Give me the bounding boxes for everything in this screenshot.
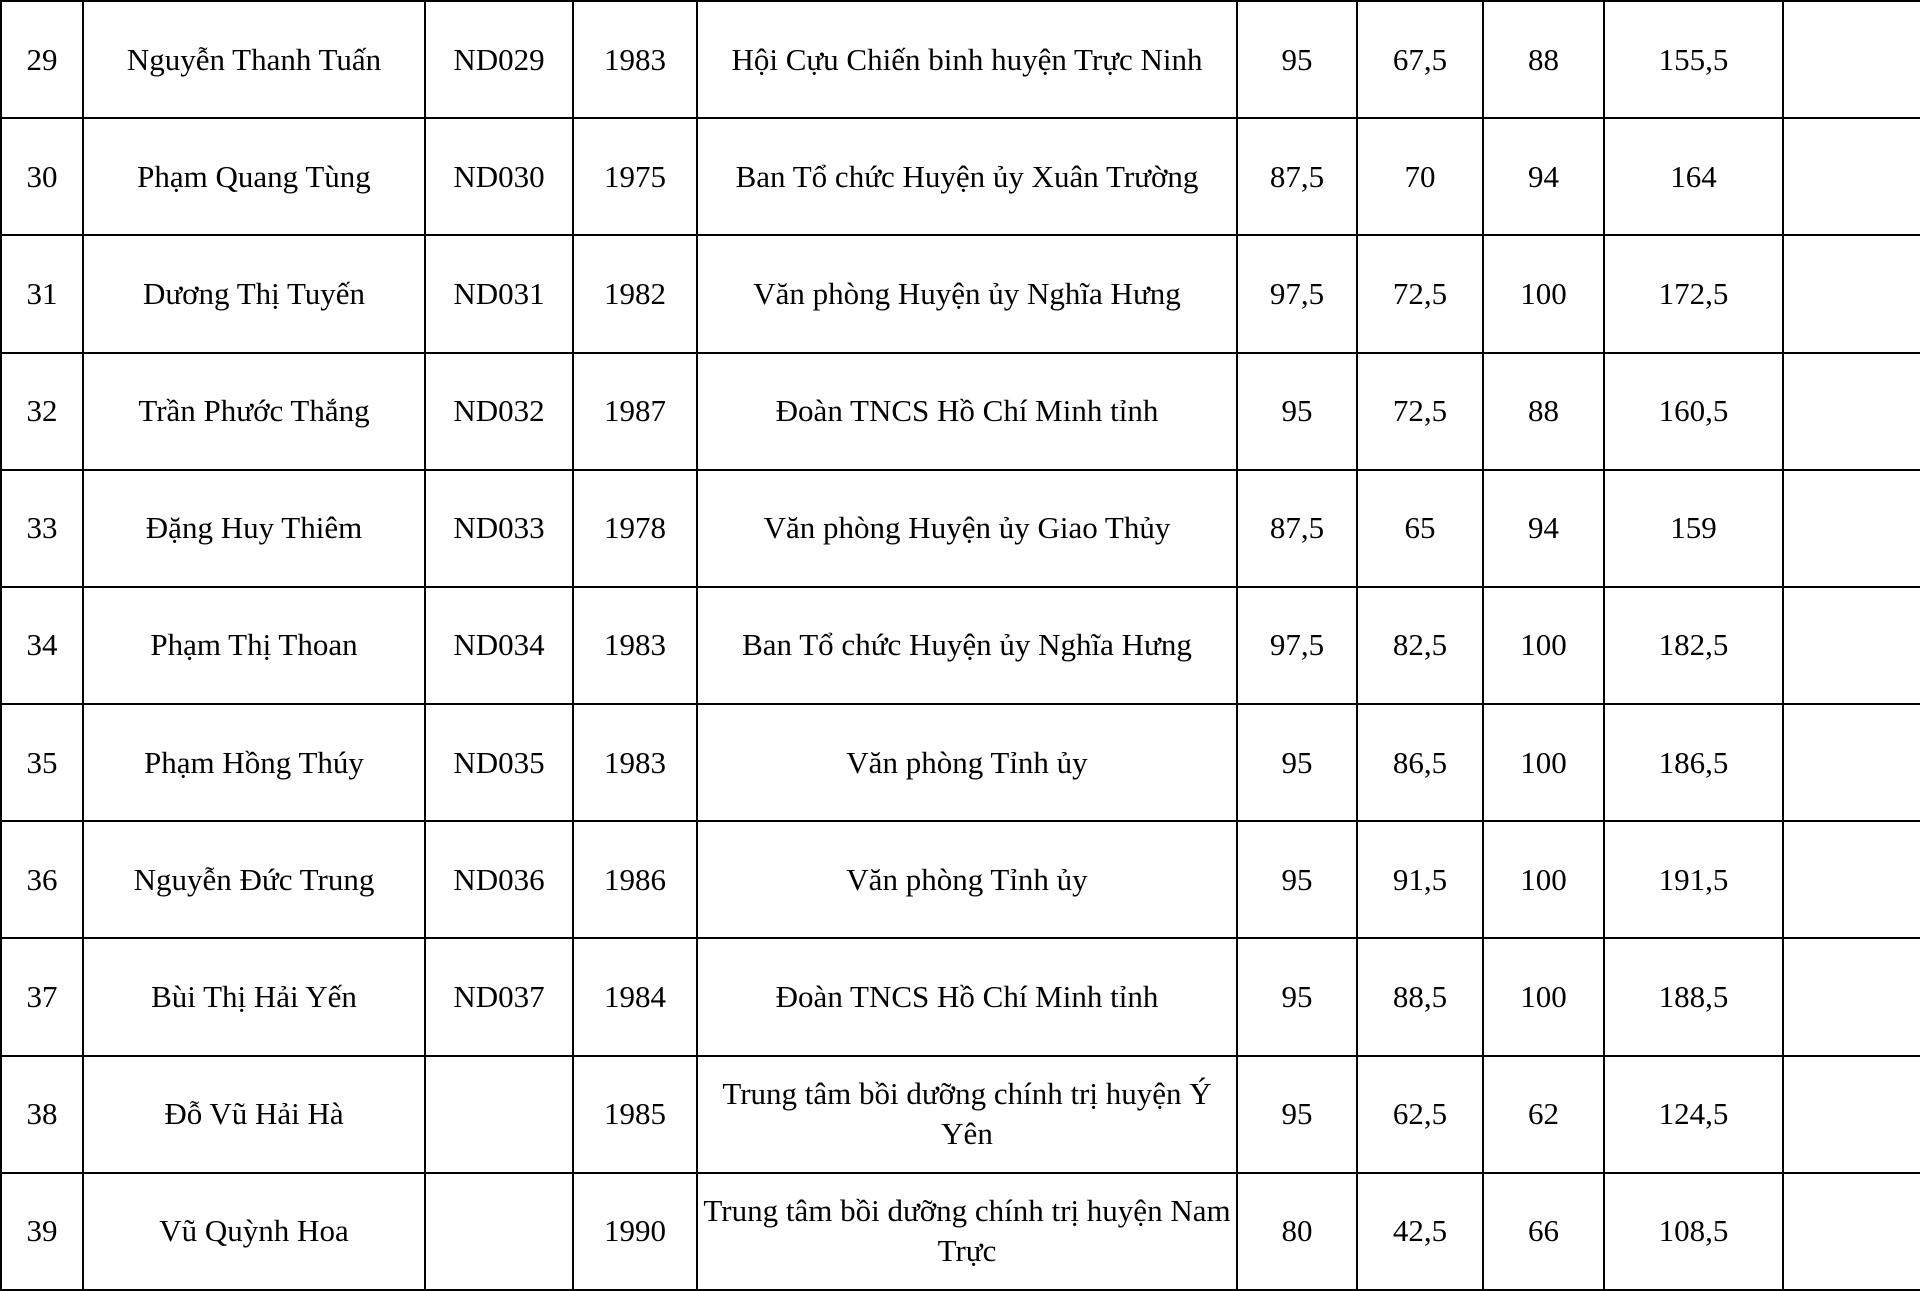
unit-cell: Hội Cựu Chiến binh huyện Trực Ninh	[697, 1, 1237, 118]
name-cell: Bùi Thị Hải Yến	[83, 938, 425, 1055]
name-cell: Trần Phước Thắng	[83, 353, 425, 470]
birth-year-cell: 1975	[573, 118, 697, 235]
score-3-cell: 88	[1483, 353, 1604, 470]
name-cell: Nguyễn Đức Trung	[83, 821, 425, 938]
table-row	[1, 470, 1920, 587]
table-row	[1, 587, 1920, 704]
total-score-cell: 160,5	[1604, 353, 1783, 470]
score-1-cell: 95	[1237, 821, 1357, 938]
birth-year-cell: 1986	[573, 821, 697, 938]
table-row	[1, 353, 1920, 470]
score-3-cell: 100	[1483, 821, 1604, 938]
score-3-cell: 94	[1483, 470, 1604, 587]
birth-year-cell: 1984	[573, 938, 697, 1055]
total-score-cell: 182,5	[1604, 587, 1783, 704]
birth-year-cell: 1978	[573, 470, 697, 587]
code-cell: ND034	[425, 587, 573, 704]
score-1-cell: 95	[1237, 1056, 1357, 1173]
stt-cell: 39	[1, 1173, 83, 1290]
birth-year-cell: 1987	[573, 353, 697, 470]
unit-cell: Văn phòng Tỉnh ủy	[697, 704, 1237, 821]
table-row	[1, 1056, 1920, 1173]
score-1-cell: 95	[1237, 1, 1357, 118]
note-cell	[1783, 1056, 1920, 1173]
unit-cell: Văn phòng Tỉnh ủy	[697, 821, 1237, 938]
stt-cell: 38	[1, 1056, 83, 1173]
total-score-cell: 191,5	[1604, 821, 1783, 938]
note-cell	[1783, 1173, 1920, 1290]
score-2-cell: 72,5	[1357, 353, 1483, 470]
stt-cell: 35	[1, 704, 83, 821]
code-cell: ND032	[425, 353, 573, 470]
note-cell	[1783, 353, 1920, 470]
note-cell	[1783, 118, 1920, 235]
score-3-cell: 100	[1483, 587, 1604, 704]
score-1-cell: 95	[1237, 353, 1357, 470]
table-row	[1, 1173, 1920, 1290]
score-2-cell: 82,5	[1357, 587, 1483, 704]
score-3-cell: 100	[1483, 235, 1604, 352]
stt-cell: 31	[1, 235, 83, 352]
score-3-cell: 62	[1483, 1056, 1604, 1173]
unit-cell: Ban Tổ chức Huyện ủy Nghĩa Hưng	[697, 587, 1237, 704]
note-cell	[1783, 1, 1920, 118]
score-1-cell: 87,5	[1237, 470, 1357, 587]
birth-year-cell: 1990	[573, 1173, 697, 1290]
total-score-cell: 124,5	[1604, 1056, 1783, 1173]
stt-cell: 32	[1, 353, 83, 470]
score-3-cell: 88	[1483, 1, 1604, 118]
birth-year-cell: 1983	[573, 704, 697, 821]
unit-cell: Văn phòng Huyện ủy Nghĩa Hưng	[697, 235, 1237, 352]
code-cell: ND031	[425, 235, 573, 352]
total-score-cell: 164	[1604, 118, 1783, 235]
birth-year-cell: 1982	[573, 235, 697, 352]
score-2-cell: 86,5	[1357, 704, 1483, 821]
code-cell	[425, 1056, 573, 1173]
unit-cell: Trung tâm bồi dưỡng chính trị huyện Ý Yên	[697, 1056, 1237, 1173]
table-body	[1, 1, 1920, 1290]
name-cell: Dương Thị Tuyến	[83, 235, 425, 352]
unit-cell: Đoàn TNCS Hồ Chí Minh tỉnh	[697, 353, 1237, 470]
score-3-cell: 100	[1483, 704, 1604, 821]
note-cell	[1783, 587, 1920, 704]
unit-cell: Trung tâm bồi dưỡng chính trị huyện Nam Trực	[697, 1173, 1237, 1290]
score-2-cell: 72,5	[1357, 235, 1483, 352]
score-2-cell: 67,5	[1357, 1, 1483, 118]
score-1-cell: 97,5	[1237, 587, 1357, 704]
name-cell: Nguyễn Thanh Tuấn	[83, 1, 425, 118]
note-cell	[1783, 470, 1920, 587]
table-row	[1, 118, 1920, 235]
name-cell: Đỗ Vũ Hải Hà	[83, 1056, 425, 1173]
total-score-cell: 172,5	[1604, 235, 1783, 352]
score-2-cell: 42,5	[1357, 1173, 1483, 1290]
score-2-cell: 65	[1357, 470, 1483, 587]
score-1-cell: 87,5	[1237, 118, 1357, 235]
code-cell: ND035	[425, 704, 573, 821]
code-cell: ND037	[425, 938, 573, 1055]
code-cell	[425, 1173, 573, 1290]
unit-cell: Ban Tổ chức Huyện ủy Xuân Trường	[697, 118, 1237, 235]
code-cell: ND033	[425, 470, 573, 587]
note-cell	[1783, 704, 1920, 821]
note-cell	[1783, 235, 1920, 352]
stt-cell: 37	[1, 938, 83, 1055]
stt-cell: 36	[1, 821, 83, 938]
score-1-cell: 97,5	[1237, 235, 1357, 352]
stt-cell: 30	[1, 118, 83, 235]
score-2-cell: 62,5	[1357, 1056, 1483, 1173]
score-2-cell: 88,5	[1357, 938, 1483, 1055]
total-score-cell: 188,5	[1604, 938, 1783, 1055]
total-score-cell: 155,5	[1604, 1, 1783, 118]
table-row	[1, 1, 1920, 118]
birth-year-cell: 1985	[573, 1056, 697, 1173]
total-score-cell: 108,5	[1604, 1173, 1783, 1290]
note-cell	[1783, 821, 1920, 938]
score-3-cell: 66	[1483, 1173, 1604, 1290]
table-row	[1, 938, 1920, 1055]
table-row	[1, 821, 1920, 938]
birth-year-cell: 1983	[573, 587, 697, 704]
code-cell: ND030	[425, 118, 573, 235]
score-1-cell: 95	[1237, 938, 1357, 1055]
table-row	[1, 704, 1920, 821]
code-cell: ND036	[425, 821, 573, 938]
name-cell: Vũ Quỳnh Hoa	[83, 1173, 425, 1290]
unit-cell: Văn phòng Huyện ủy Giao Thủy	[697, 470, 1237, 587]
score-2-cell: 70	[1357, 118, 1483, 235]
score-3-cell: 100	[1483, 938, 1604, 1055]
name-cell: Đặng Huy Thiêm	[83, 470, 425, 587]
score-1-cell: 80	[1237, 1173, 1357, 1290]
score-3-cell: 94	[1483, 118, 1604, 235]
score-2-cell: 91,5	[1357, 821, 1483, 938]
name-cell: Phạm Quang Tùng	[83, 118, 425, 235]
stt-cell: 33	[1, 470, 83, 587]
name-cell: Phạm Hồng Thúy	[83, 704, 425, 821]
note-cell	[1783, 938, 1920, 1055]
birth-year-cell: 1983	[573, 1, 697, 118]
total-score-cell: 159	[1604, 470, 1783, 587]
total-score-cell: 186,5	[1604, 704, 1783, 821]
stt-cell: 34	[1, 587, 83, 704]
table-row	[1, 235, 1920, 352]
code-cell: ND029	[425, 1, 573, 118]
unit-cell: Đoàn TNCS Hồ Chí Minh tỉnh	[697, 938, 1237, 1055]
name-cell: Phạm Thị Thoan	[83, 587, 425, 704]
stt-cell: 29	[1, 1, 83, 118]
score-1-cell: 95	[1237, 704, 1357, 821]
